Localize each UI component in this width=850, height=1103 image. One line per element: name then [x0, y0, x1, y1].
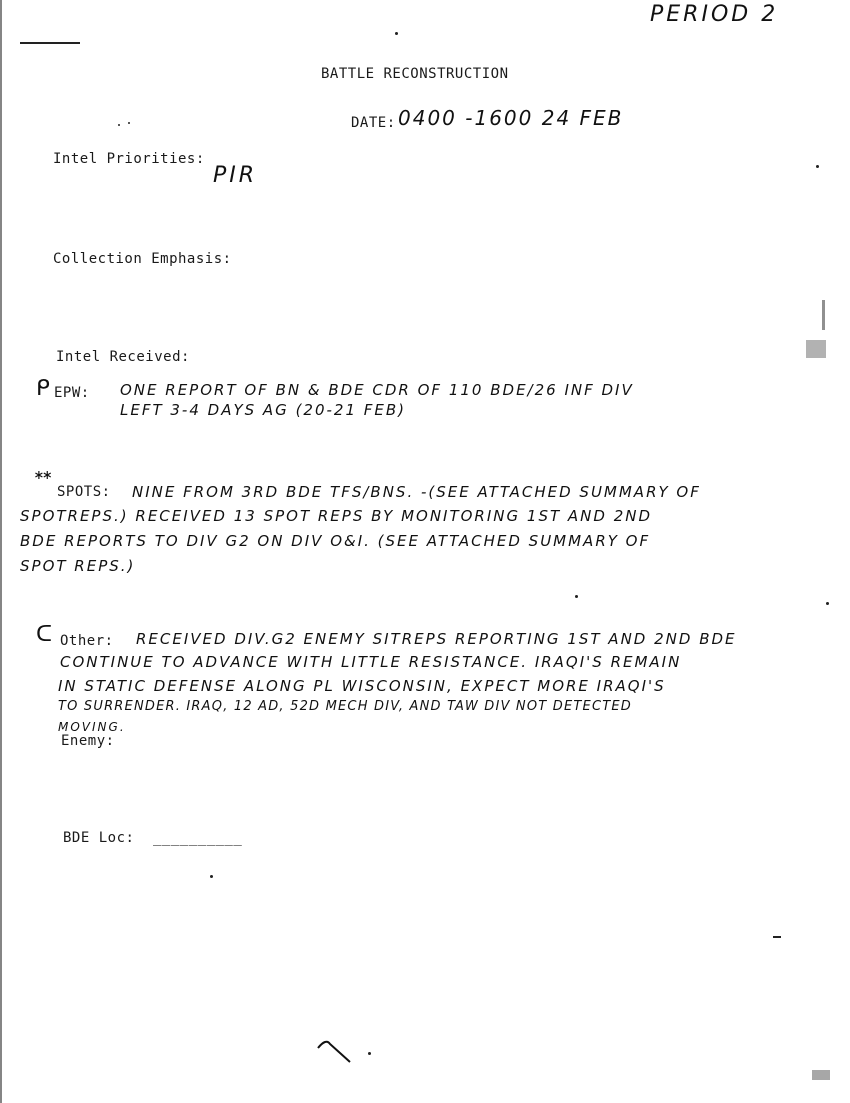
intel-priorities-label: Intel Priorities: [53, 151, 205, 167]
enemy-label: Enemy: [61, 733, 115, 749]
scan-speck [822, 300, 825, 330]
other-label: Other: [60, 633, 114, 649]
bde-loc-value: __________ [153, 830, 243, 846]
other-line: IN STATIC DEFENSE ALONG PL WISCONSIN, EXPECT MORE IRAQI'S [58, 677, 666, 695]
other-line: RECEIVED DIV.G2 ENEMY SITREPS REPORTING 1ST AND 2ND BDE [136, 630, 737, 648]
scan-speck [806, 340, 826, 358]
intel-received-label: Intel Received: [56, 349, 190, 365]
scan-speck [575, 595, 578, 598]
other-line: MOVING. [58, 720, 126, 734]
scan-speck [773, 936, 781, 938]
margin-check-mark: ᑭ [36, 376, 50, 401]
intel-priorities-handwritten: PIR [213, 163, 258, 188]
date-label: DATE: [351, 115, 396, 131]
other-line: TO SURRENDER. IRAQ, 12 AD, 52D MECH DIV, AND TAW DIV NOT DETECTED [58, 699, 632, 714]
spots-line: SPOTREPS.) RECEIVED 13 SPOT REPS BY MONITORING 1ST AND 2ND [20, 507, 653, 525]
epw-label: EPW: [54, 385, 90, 401]
spots-line: NINE FROM 3RD BDE TFS/BNS. -(SEE ATTACHED SUMMARY OF [132, 483, 701, 501]
collection-emphasis-label: Collection Emphasis: [53, 251, 232, 267]
pen-stroke-mark [316, 1036, 356, 1064]
epw-line: ONE REPORT OF BN & BDE CDR OF 110 BDE/26 INF DIV [120, 381, 634, 399]
other-line: CONTINUE TO ADVANCE WITH LITTLE RESISTANCE. IRAQI'S REMAIN [60, 653, 682, 671]
scan-speck [210, 875, 213, 878]
margin-check-mark: ᑕ [36, 622, 53, 647]
scan-speck [118, 124, 120, 126]
date-value: 0400 -1600 24 FEB [398, 106, 624, 130]
spots-line: SPOT REPS.) [20, 557, 136, 575]
scan-edge-line [0, 0, 2, 1103]
period-label: PERIOD 2 [650, 2, 779, 27]
spots-label: SPOTS: [57, 484, 111, 500]
scan-speck [128, 122, 130, 124]
scan-speck [826, 602, 829, 605]
margin-check-mark: ᕯ [34, 468, 53, 493]
scan-speck [812, 1070, 830, 1080]
scan-speck [816, 165, 819, 168]
spots-line: BDE REPORTS TO DIV G2 ON DIV O&I. (SEE ATTACHED SUMMARY OF [20, 532, 651, 550]
scan-speck [395, 32, 398, 35]
epw-line: LEFT 3-4 DAYS AG (20-21 FEB) [120, 401, 407, 419]
scan-speck [20, 42, 80, 44]
scan-speck [368, 1052, 371, 1055]
bde-loc-label: BDE Loc: [63, 830, 135, 846]
page-title: BATTLE RECONSTRUCTION [321, 66, 509, 82]
